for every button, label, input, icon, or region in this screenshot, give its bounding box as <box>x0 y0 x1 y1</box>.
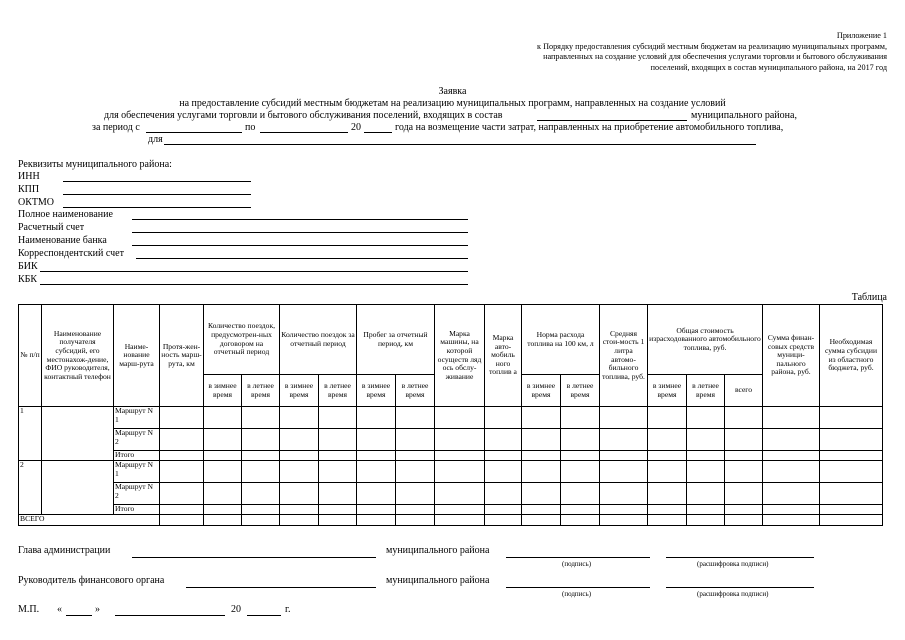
table-row <box>19 483 883 505</box>
header-period-to-label: по <box>245 122 256 133</box>
decode-hint-2: (расшифровка подписи) <box>697 590 769 598</box>
decode-hint-1: (расшифровка подписи) <box>697 560 769 568</box>
header-route-length: Протя-жен-ность марш-рута, км <box>160 305 204 407</box>
recipient-cell[interactable] <box>42 407 114 461</box>
table-row <box>19 505 883 515</box>
header-mileage: Пробег за отчетный период, км <box>357 305 435 375</box>
sub-summer: в летнее время <box>396 375 435 407</box>
row-number-2: 2 <box>19 461 42 515</box>
header-recipient: Наименование получателя субсидий, его местонахож-дение, ФИО руководителя, контактный телефон <box>42 305 114 407</box>
table-caption: Таблица <box>851 292 887 303</box>
quote-close: » <box>95 604 100 615</box>
period-to-line[interactable] <box>260 132 348 133</box>
sub-summer: в летнее время <box>687 375 725 407</box>
account-field-line[interactable] <box>132 232 468 233</box>
row-number-1: 1 <box>19 407 42 461</box>
quote-open: « <box>57 604 62 615</box>
bik-field-line[interactable] <box>40 271 468 272</box>
kbk-label: КБК <box>18 274 38 285</box>
header-car-brand: Марка машины, на которой осуществ ляд ось обслу-живание <box>435 305 485 407</box>
header-total-cost: Общая стоимость израсходованного автомобильного топлива, руб. <box>648 305 763 375</box>
year-prefix: 20 <box>231 604 241 615</box>
kbk-field-line[interactable] <box>40 284 468 285</box>
route-label: Маршрут N 1 <box>114 407 160 429</box>
header-trips-period: Количество поездок за отчетный период <box>280 305 357 375</box>
appendix-line-1: Приложение 1 <box>836 31 887 40</box>
header-fuel-brand: Марка авто-мобиль ного топлив а <box>485 305 522 407</box>
signature-hint-2: (подпись) <box>562 590 592 598</box>
header-num: № п/п <box>19 305 42 407</box>
header-line-2a: для обеспечения услугами торговли и бытового обслуживания поселений, входящих в состав <box>104 110 503 121</box>
sub-winter: в зимнее время <box>357 375 396 407</box>
municipal-label-2: муниципального района <box>386 575 490 586</box>
period-year-line[interactable] <box>364 132 392 133</box>
inn-field-line[interactable] <box>63 181 251 182</box>
header-line-1: на предоставление субсидий местным бюджетам на реализацию муниципальных программ, направленных на создание условий <box>179 98 726 109</box>
oktmo-label: ОКТМО <box>18 197 54 208</box>
requisites-title: Реквизиты муниципального района: <box>18 159 172 170</box>
sub-winter: в зимнее время <box>648 375 687 407</box>
account-label: Расчетный счет <box>18 222 85 233</box>
route-label: Маршрут N 2 <box>114 429 160 451</box>
sub-summer: в летнее время <box>242 375 280 407</box>
route-label: Маршрут N 1 <box>114 461 160 483</box>
table-row <box>19 429 883 451</box>
head-admin-label: Глава администрации <box>18 545 111 556</box>
for-field-line[interactable] <box>164 144 756 145</box>
oktmo-field-line[interactable] <box>63 207 251 208</box>
district-field-line[interactable] <box>537 120 687 121</box>
sub-winter: в зимнее время <box>280 375 319 407</box>
header-fuel-norm: Норма расхода топлива на 100 км, л <box>522 305 600 375</box>
header-line-3d: года на возмещение части затрат, направленных на приобретение автомобильного топлива, <box>395 122 784 133</box>
full-name-label: Полное наименование <box>18 209 113 220</box>
header-for-label: для <box>148 134 163 145</box>
kpp-label: КПП <box>18 184 40 195</box>
itogo-label: Итого <box>114 451 160 461</box>
table-row <box>19 451 883 461</box>
decode-line-2[interactable] <box>666 587 814 588</box>
appendix-line-3: направленных на создание условий для обеспечения услугами торговли и бытового обслуживания <box>543 52 887 61</box>
full-name-field-line[interactable] <box>132 219 468 220</box>
finance-head-label: Руководитель финансового органа <box>18 575 165 586</box>
year-suffix: г. <box>285 604 291 615</box>
route-label: Маршрут N 2 <box>114 483 160 505</box>
header-avg-cost: Средняя стои-мость 1 литра автомо-бильного топлива, руб. <box>600 305 648 407</box>
corr-account-label: Корреспондентский счет <box>18 248 124 259</box>
sub-total: всего <box>725 375 763 407</box>
kpp-field-line[interactable] <box>63 194 251 195</box>
period-from-line[interactable] <box>146 132 242 133</box>
year-field-line[interactable] <box>247 615 281 616</box>
recipient-cell[interactable] <box>42 461 114 515</box>
month-field-line[interactable] <box>115 615 225 616</box>
signature-line-2[interactable] <box>506 587 650 588</box>
municipal-label-1: муниципального района <box>386 545 490 556</box>
vsego-label: ВСЕГО <box>19 515 160 526</box>
header-period-from-label: за период с <box>92 122 140 133</box>
header-line-2b: муниципального района, <box>691 110 797 121</box>
table-row <box>19 461 883 483</box>
finance-head-line[interactable] <box>186 587 376 588</box>
header-municipal-sum: Сумма финан-совых средств муници-пального района, руб. <box>763 305 820 407</box>
subsidy-table <box>18 304 883 526</box>
corr-account-field-line[interactable] <box>136 258 468 259</box>
bik-label: БИК <box>18 261 38 272</box>
signature-line-1[interactable] <box>506 557 650 558</box>
sub-winter: в зимнее время <box>204 375 242 407</box>
bank-label: Наименование банка <box>18 235 107 246</box>
table-row <box>19 407 883 429</box>
bank-field-line[interactable] <box>132 245 468 246</box>
head-admin-line[interactable] <box>132 557 376 558</box>
sub-summer: в летнее время <box>561 375 600 407</box>
sub-summer: в летнее время <box>319 375 357 407</box>
appendix-line-4: поселений, входящих в состав муниципального района, на 2017 год <box>650 62 887 72</box>
header-route-name: Наиме-нование марш-рута <box>114 305 160 407</box>
document-title: Заявка <box>438 86 467 97</box>
header-required-sum: Необходимая сумма субсидии из областного бюджета, руб. <box>820 305 883 407</box>
sub-winter: в зимнее время <box>522 375 561 407</box>
itogo-label: Итого <box>114 505 160 515</box>
total-row <box>19 515 883 526</box>
signature-hint-1: (подпись) <box>562 560 592 568</box>
header-year-prefix: 20 <box>351 122 361 133</box>
header-trips-contract: Количество поездок, предусмотрен-ных договором на отчетный период <box>204 305 280 375</box>
day-field-line[interactable] <box>66 615 92 616</box>
inn-label: ИНН <box>18 171 40 182</box>
decode-line-1[interactable] <box>666 557 814 558</box>
appendix-line-2: к Порядку предоставления субсидий местным бюджетам на реализацию муниципальных программ, <box>537 41 887 51</box>
stamp-place-label: М.П. <box>18 604 40 615</box>
appendix-block <box>537 31 887 73</box>
